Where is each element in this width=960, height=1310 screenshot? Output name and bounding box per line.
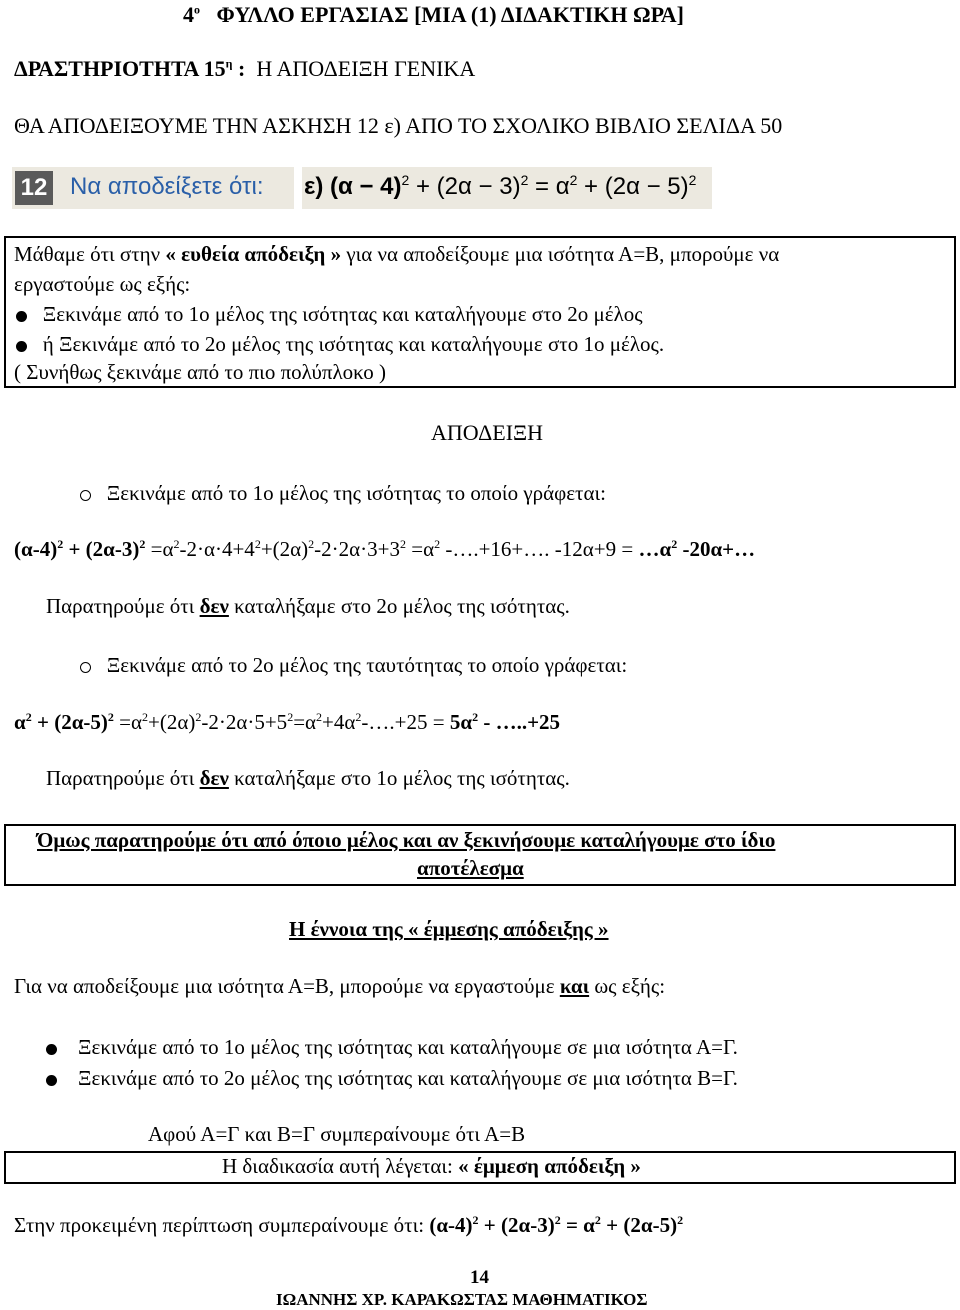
footer-author: ΙΩΑΝΝΗΣ ΧΡ. ΚΑΡΑΚΩΣΤΑΣ ΜΑΘΗΜΑΤΙΚΟΣ [276,1290,648,1309]
bullet-icon [16,311,27,322]
proof-step-2 [80,653,627,678]
final-sup: 2 [472,1213,479,1227]
eq1-sup: 2 [399,537,406,551]
bullet-circle-icon [80,662,91,673]
activity-label: ΔΡΑΣΤΗΡΙΟΤΗΤΑ 15 [14,56,226,81]
indirect-bullet-2 [46,1066,738,1091]
eq2-sup: 2 [287,710,294,724]
final-eq-a: (α-4) [429,1213,473,1237]
proof-note-2 [46,766,570,791]
eq2-a: α [14,710,26,734]
sheet-number: 4 [183,2,194,27]
activity-heading [14,56,475,82]
bullet-icon [16,341,27,352]
eq2-sup: 2 [25,710,32,724]
intro-bullet-1 [16,302,643,327]
eq-part-4: + (2α − 5) [577,173,689,200]
eq-sup-4: 2 [688,172,697,188]
eq2-j: - …..+25 [478,710,561,734]
banner-divider [294,167,302,209]
proof-note-1 [46,594,570,619]
intro-bullet-2-text: ή Ξεκινάμε από το 2ο μέλος της ισότητας και καταλήγουμε στο 1ο μέλος. [42,332,665,356]
proof-step-1-text: Ξεκινάμε από το 1ο μέλος της ισότητας το οποίο γράφεται: [106,481,606,505]
eq1-e: +(2α) [260,537,309,561]
note2-a: Παρατηρούμε ότι [46,766,200,790]
bullet-icon [46,1075,57,1086]
exercise-banner [12,167,712,209]
eq1-sup: 2 [57,537,64,551]
note1-c: καταλήξαμε στο 2ο μέλος της ισότητας. [228,594,570,618]
final-text: Στην προκειμένη περίπτωση συμπεραίνουμε ότι: [14,1213,430,1237]
conclusion-line-2: αποτέλεσμα [417,856,524,880]
activity-title: Η ΑΠΟΔΕΙΞΗ ΓΕΝΙΚΑ [256,56,476,81]
eq2-sup: 2 [316,710,323,724]
eq-sup-3: 2 [569,172,578,188]
eq2-e: -2·2α·5+5 [201,710,288,734]
sheet-title [183,2,684,28]
eq2-f: =α [293,710,317,734]
eq1-c: =α [145,537,174,561]
eq2-sup: 2 [195,710,202,724]
final-eq-b: + (2α-3) [478,1213,555,1237]
eq2-sup: 2 [107,710,114,724]
exercise-instruction: Να αποδείξετε ότι: [70,173,264,200]
exercise-line: ΘΑ ΑΠΟΔΕΙΞΟΥΜΕ ΤΗΝ ΑΣΚΗΣΗ 12 ε) ΑΠΟ ΤΟ ΣΧΟΛΙΚΟ ΒΙΒΛΙΟ ΣΕΛΙΔΑ 50 [14,113,783,138]
eq1-sup: 2 [173,537,180,551]
final-sup: 2 [594,1213,601,1227]
activity-sup: η [225,56,233,71]
eq2-g: +4α [322,710,356,734]
proof-equation-2 [14,710,560,735]
intro-line-2: εργαστούμε ως εξής: [14,272,191,296]
eq-sup-1: 2 [401,172,410,188]
indirect-intro-a: Για να αποδείξουμε μια ισότητα Α=Β, μπορούμε να εργαστούμε [14,974,560,998]
bullet-icon [46,1044,57,1055]
indirect-intro-emphasis: και [559,974,590,998]
eq1-sup: 2 [308,537,315,551]
eq2-c: =α [113,710,143,734]
indirect-bullet-1 [46,1035,738,1060]
eq1-sup: 2 [254,537,261,551]
note2-emphasis: δεν [199,766,229,790]
conclusion-line-1: Όμως παρατηρούμε ότι από όποιο μέλος και αν ξεκινήσουμε καταλήγουμε στο ίδιο [37,828,776,852]
final-eq-c: = α [560,1213,595,1237]
final-statement [14,1213,683,1238]
eq1-sup: 2 [434,537,441,551]
exercise-equation [304,173,696,201]
proof-heading: ΑΠΟΔΕΙΞΗ [431,420,544,445]
intro-line-1-c: για να αποδείξουμε μια ισότητα Α=Β, μπορούμε να [341,242,780,266]
eq1-sup: 2 [139,537,146,551]
proof-equation-1 [14,537,755,562]
sheet-number-sup: ο [194,2,200,17]
eq2-sup: 2 [472,710,479,724]
activity-colon: : [232,56,246,81]
indirect-definition-a: Η διαδικασία αυτή λέγεται: [222,1154,459,1178]
eq1-h: -….+16+…. -12α+9 = [440,537,634,561]
eq2-sup: 2 [142,710,149,724]
bullet-circle-icon [80,490,91,501]
page-number: 14 [470,1267,489,1288]
exercise-number-badge: 12 [15,171,53,205]
indirect-conclusion: Αφού Α=Γ και Β=Γ συμπεραίνουμε ότι Α=Β [148,1122,526,1146]
direct-proof-term: « ευθεία απόδειξη » [165,242,342,266]
indirect-definition [222,1154,641,1179]
indirect-bullet-2-text: Ξεκινάμε από το 2ο μέλος της ισότητας και καταλήγουμε σε μια ισότητα Β=Γ. [78,1066,738,1090]
indirect-intro-c: ως εξής: [589,974,666,998]
proof-step-1 [80,481,606,506]
eq1-f: -2·2α·3+3 [314,537,400,561]
eq2-i: 5α [449,710,473,734]
eq2-d: +(2α) [148,710,196,734]
intro-line-5: ( Συνήθως ξεκινάμε από το πιο πολύπλοκο ) [14,360,387,384]
eq2-sup: 2 [355,710,362,724]
eq1-j: -20α+… [677,537,756,561]
eq1-a: (α-4) [14,537,58,561]
indirect-bullet-1-text: Ξεκινάμε από το 1ο μέλος της ισότητας και καταλήγουμε σε μια ισότητα Α=Γ. [78,1035,738,1059]
intro-bullet-2 [16,332,664,357]
proof-step-2-text: Ξεκινάμε από το 2ο μέλος της ταυτότητας το οποίο γράφεται: [106,653,628,677]
note1-a: Παρατηρούμε ότι [46,594,200,618]
sheet-title-text: ΦΥΛΛΟ ΕΡΓΑΣΙΑΣ [ΜΙΑ (1) ΔΙΔΑΚΤΙΚΗ ΩΡΑ] [216,2,684,27]
eq-part-2: + (2α − 3) [409,173,521,200]
final-sup: 2 [554,1213,561,1227]
final-eq-d: + (2α-5) [600,1213,678,1237]
eq1-g: =α [405,537,435,561]
eq2-h: -….+25 = [361,710,450,734]
note1-emphasis: δεν [199,594,229,618]
eq1-i: …α [638,537,672,561]
indirect-heading: Η έννοια της « έμμεσης απόδειξης » [289,917,609,941]
eq-part-3: = α [528,173,570,200]
intro-line-1 [14,242,779,267]
final-sup: 2 [677,1213,684,1227]
eq1-d: -2·α·4+4 [179,537,255,561]
eq-part-1: ε) (α − 4) [304,173,402,200]
indirect-intro [14,974,665,999]
eq1-b: + (2α-3) [63,537,140,561]
note2-c: καταλήξαμε στο 1ο μέλος της ισότητας. [228,766,570,790]
eq1-sup: 2 [671,537,678,551]
intro-bullet-1-text: Ξεκινάμε από το 1ο μέλος της ισότητας και καταλήγουμε στο 2ο μέλος [42,302,643,326]
intro-line-1-a: Μάθαμε ότι στην [14,242,166,266]
indirect-proof-term: « έμμεση απόδειξη » [458,1154,641,1178]
eq2-b: + (2α-5) [31,710,108,734]
eq-sup-2: 2 [520,172,529,188]
